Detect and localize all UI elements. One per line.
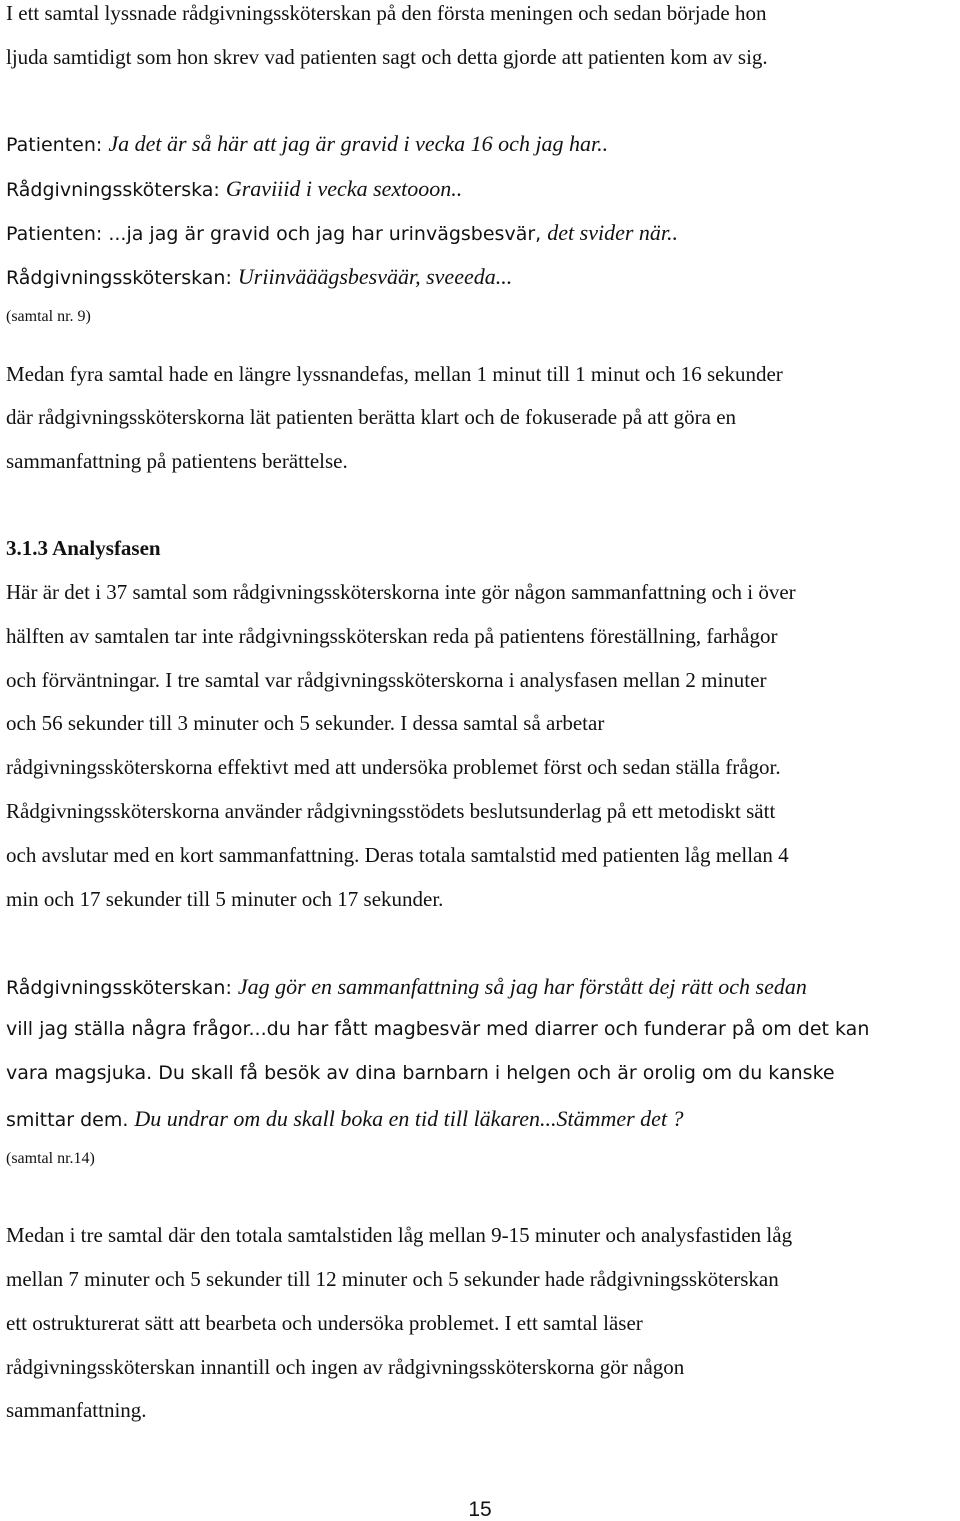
paragraph-line: sammanfattning. [6,1398,147,1422]
paragraph-line: rådgivningssköterskorna effektivt med att undersöka problemet först och sedan ställa frågor. [6,755,781,779]
section-heading: 3.1.3 Analysfasen [6,536,161,560]
intro-line: ljuda samtidigt som hon skrev vad patienten sagt och detta gjorde att patienten kom av sig. [6,45,768,69]
paragraph-line: ett ostrukturerat sätt att bearbeta och undersöka problemet. I ett samtal läser [6,1311,643,1335]
intro-line: I ett samtal lyssnade rådgivningssköterskan på den första meningen och sedan började hon [6,1,767,25]
dialogue-line [6,222,678,244]
speaker-label: Rådgivningssköterska: [6,179,226,201]
citation: (samtal nr.14) [6,1150,95,1167]
quote-text: Ja det är så här att jag är gravid i vecka 16 och jag har.. [108,131,609,156]
paragraph-line: och 56 sekunder till 3 minuter och 5 sekunder. I dessa samtal så arbetar [6,711,605,735]
dialogue-text: ...ja jag är gravid och jag har urinvägsbesvär, [108,223,548,245]
paragraph-line: rådgivningssköterskan innantill och ingen av rådgivningssköterskorna gör någon [6,1355,685,1379]
dialogue-line: vill jag ställa några frågor...du har fått magbesvär med diarrer och funderar på om det kan [6,1018,870,1040]
quote-text: det svider när.. [547,220,679,245]
paragraph-line: min och 17 sekunder till 5 minuter och 17 sekunder. [6,887,444,911]
speaker-label: Patienten: [6,134,109,156]
dialogue-line [6,1108,684,1130]
paragraph-line: där rådgivningssköterskorna lät patienten berätta klart och de fokuserade på att göra en [6,405,737,429]
quote-text: Graviiid i vecka sextooon.. [225,176,463,201]
citation: (samtal nr. 9) [6,308,91,325]
paragraph-line: Medan fyra samtal hade en längre lyssnandefas, mellan 1 minut till 1 minut och 16 sekunder [6,362,783,386]
paragraph-line: Medan i tre samtal där den totala samtalstiden låg mellan 9-15 minuter och analysfastiden låg [6,1223,793,1247]
page-number: 15 [468,1498,492,1521]
dialogue-text: smittar dem. [6,1109,135,1131]
paragraph-line: Här är det i 37 samtal som rådgivningssköterskorna inte gör någon sammanfattning och i över [6,580,796,604]
paragraph-line: hälften av samtalen tar inte rådgivningssköterskan reda på patientens föreställning, farhågor [6,624,778,648]
dialogue-line [6,178,462,200]
speaker-label: Rådgivningssköterskan: [6,977,238,999]
quote-text: Uriinvääägsbesväär, sveeeda... [237,264,513,289]
paragraph-line: sammanfattning på patientens berättelse. [6,449,348,473]
dialogue-line: vara magsjuka. Du skall få besök av dina barnbarn i helgen och är orolig om du kanske [6,1062,835,1084]
dialogue-line [6,976,807,998]
dialogue-line [6,266,512,288]
speaker-label: Rådgivningssköterskan: [6,267,238,289]
speaker-label: Patienten: [6,223,109,245]
paragraph-line: och förväntningar. I tre samtal var rådgivningssköterskorna i analysfasen mellan 2 minuter [6,668,767,692]
paragraph-line: och avslutar med en kort sammanfattning. Deras totala samtalstid med patienten låg mellan 4 [6,843,789,867]
quote-text: Du undrar om du skall boka en tid till läkaren...Stämmer det ? [134,1106,684,1131]
dialogue-line [6,133,608,155]
paragraph-line: mellan 7 minuter och 5 sekunder till 12 minuter och 5 sekunder hade rådgivningssköterskan [6,1267,779,1291]
paragraph-line: Rådgivningssköterskorna använder rådgivningsstödets beslutsunderlag på ett metodiskt sätt [6,799,776,823]
quote-text: Jag gör en sammanfattning så jag har förstått dej rätt och sedan [237,974,807,999]
